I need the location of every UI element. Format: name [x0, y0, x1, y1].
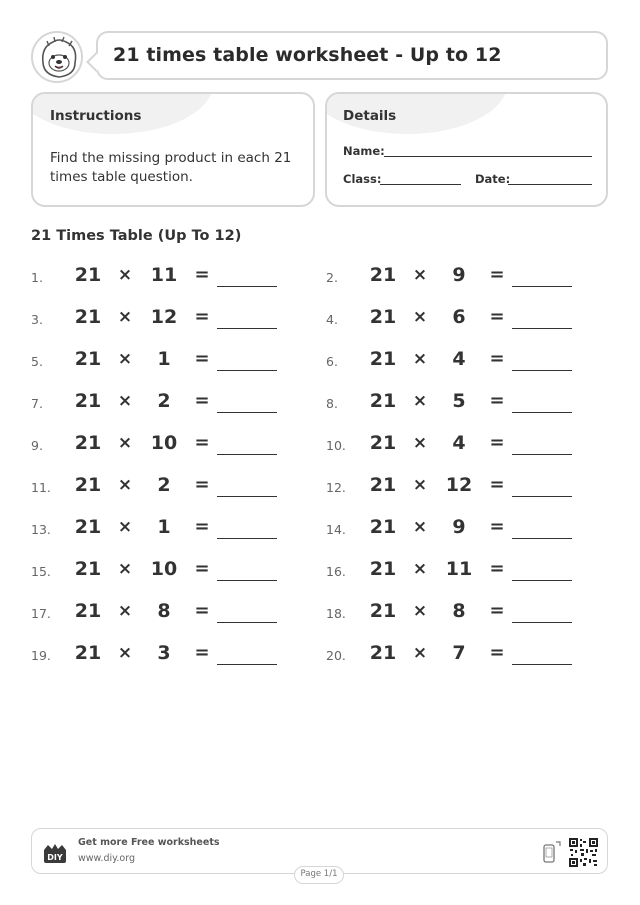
- answer-blank[interactable]: [217, 370, 277, 371]
- answer-blank[interactable]: [217, 622, 277, 623]
- answer-blank[interactable]: [512, 496, 572, 497]
- problem-multiplicand: 21: [369, 516, 397, 538]
- times-sign: ×: [117, 517, 133, 537]
- problem-multiplier: 2: [157, 390, 171, 412]
- qr-code-icon[interactable]: [568, 837, 599, 868]
- problem-multiplier: 3: [157, 642, 171, 664]
- problem-multiplicand: 21: [369, 642, 397, 664]
- problem-number: 19.: [31, 648, 51, 663]
- problem-item: [326, 472, 586, 500]
- answer-blank[interactable]: [217, 286, 277, 287]
- problem-number: 16.: [326, 564, 346, 579]
- problem-item: [31, 556, 291, 584]
- problem-multiplicand: 21: [369, 474, 397, 496]
- name-label: Name:: [343, 144, 385, 158]
- problem-multiplier: 8: [452, 600, 466, 622]
- problem-multiplier: 7: [452, 642, 466, 664]
- answer-blank[interactable]: [217, 580, 277, 581]
- equals-sign: =: [194, 348, 210, 369]
- answer-blank[interactable]: [217, 328, 277, 329]
- problem-multiplicand: 21: [369, 558, 397, 580]
- problem-number: 10.: [326, 438, 346, 453]
- times-sign: ×: [117, 475, 133, 495]
- times-sign: ×: [117, 643, 133, 663]
- diy-logo-text: DIY: [47, 853, 63, 862]
- times-sign: ×: [117, 391, 133, 411]
- problem-multiplicand: 21: [369, 432, 397, 454]
- problem-multiplicand: 21: [74, 474, 102, 496]
- name-field[interactable]: [384, 156, 592, 157]
- times-sign: ×: [412, 601, 428, 621]
- problem-multiplicand: 21: [369, 390, 397, 412]
- footer-website-link[interactable]: www.diy.org: [78, 853, 135, 864]
- times-sign: ×: [412, 475, 428, 495]
- problem-number: 4.: [326, 312, 338, 327]
- problem-multiplier: 11: [150, 264, 178, 286]
- equals-sign: =: [194, 474, 210, 495]
- answer-blank[interactable]: [512, 664, 572, 665]
- page-title: 21 times table worksheet - Up to 12: [113, 44, 502, 66]
- answer-blank[interactable]: [217, 496, 277, 497]
- equals-sign: =: [489, 558, 505, 579]
- footer-promo-text: Get more Free worksheets: [78, 837, 220, 848]
- times-sign: ×: [412, 433, 428, 453]
- problem-number: 1.: [31, 270, 43, 285]
- problem-item: [326, 388, 586, 416]
- problem-item: [326, 514, 586, 542]
- problem-item: [31, 304, 291, 332]
- problem-number: 18.: [326, 606, 346, 621]
- answer-blank[interactable]: [512, 538, 572, 539]
- equals-sign: =: [489, 600, 505, 621]
- equals-sign: =: [194, 642, 210, 663]
- mascot-face-icon: [31, 31, 83, 83]
- times-sign: ×: [117, 349, 133, 369]
- times-sign: ×: [412, 643, 428, 663]
- date-field[interactable]: [508, 184, 592, 185]
- problem-number: 15.: [31, 564, 51, 579]
- problem-multiplier: 12: [150, 306, 178, 328]
- problem-item: [31, 514, 291, 542]
- times-sign: ×: [412, 349, 428, 369]
- problem-multiplicand: 21: [369, 600, 397, 622]
- problem-multiplier: 4: [452, 432, 466, 454]
- details-heading: Details: [343, 108, 397, 124]
- problem-number: 7.: [31, 396, 43, 411]
- answer-blank[interactable]: [512, 622, 572, 623]
- problem-number: 14.: [326, 522, 346, 537]
- answer-blank[interactable]: [217, 454, 277, 455]
- equals-sign: =: [194, 264, 210, 285]
- problem-item: [326, 304, 586, 332]
- problem-multiplier: 2: [157, 474, 171, 496]
- problem-number: 13.: [31, 522, 51, 537]
- equals-sign: =: [489, 432, 505, 453]
- problem-multiplier: 11: [445, 558, 473, 580]
- problem-multiplicand: 21: [74, 306, 102, 328]
- class-label: Class:: [343, 172, 382, 186]
- problem-multiplier: 1: [157, 348, 171, 370]
- answer-blank[interactable]: [512, 580, 572, 581]
- problem-number: 11.: [31, 480, 51, 495]
- problem-multiplicand: 21: [74, 264, 102, 286]
- problem-item: [31, 430, 291, 458]
- times-sign: ×: [412, 517, 428, 537]
- diy-logo-icon: [42, 842, 68, 864]
- answer-blank[interactable]: [512, 370, 572, 371]
- equals-sign: =: [194, 306, 210, 327]
- problem-number: 2.: [326, 270, 338, 285]
- equals-sign: =: [489, 390, 505, 411]
- problem-multiplicand: 21: [369, 264, 397, 286]
- times-sign: ×: [117, 433, 133, 453]
- problem-multiplicand: 21: [369, 306, 397, 328]
- equals-sign: =: [194, 432, 210, 453]
- problem-number: 9.: [31, 438, 43, 453]
- problem-item: [326, 430, 586, 458]
- problem-multiplicand: 21: [369, 348, 397, 370]
- instructions-heading: Instructions: [50, 108, 142, 124]
- page-indicator: Page 1/1: [294, 866, 344, 884]
- problem-multiplicand: 21: [74, 390, 102, 412]
- problem-multiplier: 12: [445, 474, 473, 496]
- times-sign: ×: [412, 391, 428, 411]
- problem-item: [31, 640, 291, 668]
- problem-multiplier: 8: [157, 600, 171, 622]
- problem-multiplier: 5: [452, 390, 466, 412]
- problem-item: [31, 388, 291, 416]
- equals-sign: =: [194, 390, 210, 411]
- problem-multiplier: 10: [150, 558, 178, 580]
- problem-multiplier: 4: [452, 348, 466, 370]
- equals-sign: =: [489, 642, 505, 663]
- problem-multiplicand: 21: [74, 642, 102, 664]
- title-bubble: [96, 31, 608, 80]
- equals-sign: =: [489, 474, 505, 495]
- problem-item: [31, 346, 291, 374]
- phone-scan-icon: [541, 840, 563, 864]
- times-sign: ×: [117, 265, 133, 285]
- equals-sign: =: [489, 306, 505, 327]
- section-title: 21 Times Table (Up To 12): [31, 228, 242, 244]
- problem-item: [31, 262, 291, 290]
- equals-sign: =: [489, 348, 505, 369]
- problem-multiplier: 9: [452, 516, 466, 538]
- problem-number: 17.: [31, 606, 51, 621]
- equals-sign: =: [489, 516, 505, 537]
- problem-multiplicand: 21: [74, 348, 102, 370]
- details-card: [325, 92, 608, 207]
- answer-blank[interactable]: [512, 328, 572, 329]
- times-sign: ×: [412, 265, 428, 285]
- problem-item: [31, 472, 291, 500]
- answer-blank[interactable]: [512, 454, 572, 455]
- problem-multiplicand: 21: [74, 432, 102, 454]
- problem-item: [326, 262, 586, 290]
- instructions-card: [31, 92, 315, 207]
- problem-item: [326, 556, 586, 584]
- problem-item: [326, 640, 586, 668]
- bubble-tail: [86, 52, 106, 72]
- times-sign: ×: [412, 307, 428, 327]
- answer-blank[interactable]: [512, 286, 572, 287]
- problem-multiplier: 1: [157, 516, 171, 538]
- problem-multiplicand: 21: [74, 600, 102, 622]
- problem-multiplier: 9: [452, 264, 466, 286]
- problem-number: 6.: [326, 354, 338, 369]
- problem-item: [326, 598, 586, 626]
- answer-blank[interactable]: [217, 664, 277, 665]
- times-sign: ×: [117, 559, 133, 579]
- problem-number: 5.: [31, 354, 43, 369]
- problem-multiplicand: 21: [74, 516, 102, 538]
- answer-blank[interactable]: [217, 412, 277, 413]
- problem-multiplier: 10: [150, 432, 178, 454]
- equals-sign: =: [489, 264, 505, 285]
- problem-number: 8.: [326, 396, 338, 411]
- answer-blank[interactable]: [512, 412, 572, 413]
- date-label: Date:: [475, 172, 511, 186]
- problem-item: [326, 346, 586, 374]
- times-sign: ×: [117, 601, 133, 621]
- equals-sign: =: [194, 558, 210, 579]
- problem-number: 20.: [326, 648, 346, 663]
- problem-number: 3.: [31, 312, 43, 327]
- problem-multiplier: 6: [452, 306, 466, 328]
- problem-item: [31, 598, 291, 626]
- class-field[interactable]: [380, 184, 461, 185]
- problem-multiplicand: 21: [74, 558, 102, 580]
- answer-blank[interactable]: [217, 538, 277, 539]
- instructions-text: Find the missing product in each 21 times table question.: [50, 150, 292, 185]
- times-sign: ×: [412, 559, 428, 579]
- equals-sign: =: [194, 600, 210, 621]
- problem-number: 12.: [326, 480, 346, 495]
- equals-sign: =: [194, 516, 210, 537]
- times-sign: ×: [117, 307, 133, 327]
